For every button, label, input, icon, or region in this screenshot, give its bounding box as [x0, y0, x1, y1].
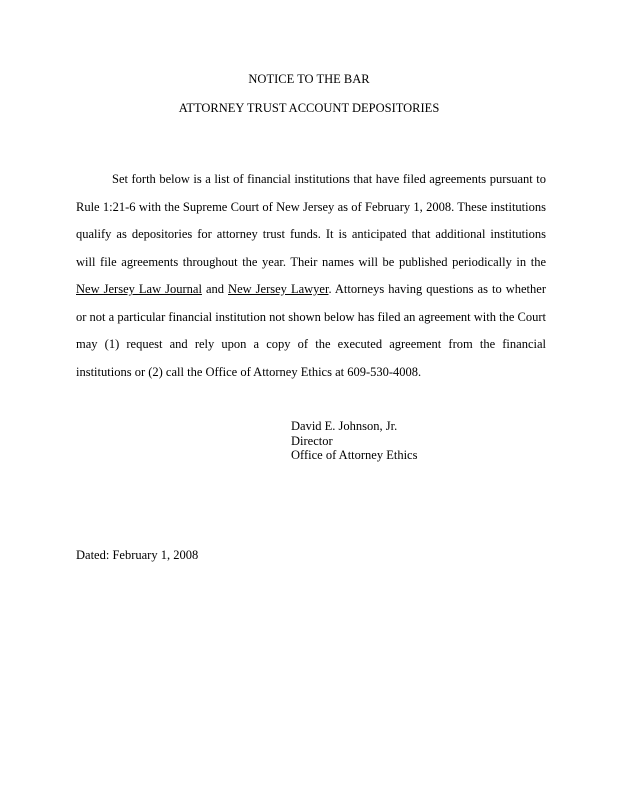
- signatory-title: Director: [291, 433, 333, 448]
- notice-body-paragraph: [76, 166, 546, 386]
- signatory-office: Office of Attorney Ethics: [291, 448, 418, 462]
- publication-new-jersey-law-journal: New Jersey Law Journal: [76, 282, 202, 296]
- publication-new-jersey-lawyer: New Jersey Lawyer: [228, 282, 329, 296]
- signature-block: [291, 419, 417, 463]
- body-text-part2: . Attorneys having questions as to whether or not a particular financial institution not shown below has filed an agreement with the Court may (1) request and rely upon a copy of the executed agreement from the financial institutions or (2) call the Office of Attorney Ethics at 609-530-4008.: [76, 282, 546, 379]
- dated-line: Dated: February 1, 2008: [76, 548, 199, 562]
- notice-subtitle: ATTORNEY TRUST ACCOUNT DEPOSITORIES: [178, 101, 440, 115]
- body-text-conjunction: and: [201, 282, 229, 296]
- body-text-part1: Set forth below is a list of financial institutions that have filed agreements pursuant to Rule 1:21-6 with the Supreme Court of New Jersey as of February 1, 2008. These institutions qualify as depositories for attorney trust funds. It is anticipated that additional institutions will file agreements throughout the year. Their names will be published periodically in the: [76, 172, 546, 269]
- signatory-name: David E. Johnson, Jr.: [291, 419, 398, 433]
- notice-title: NOTICE TO THE BAR: [248, 72, 370, 86]
